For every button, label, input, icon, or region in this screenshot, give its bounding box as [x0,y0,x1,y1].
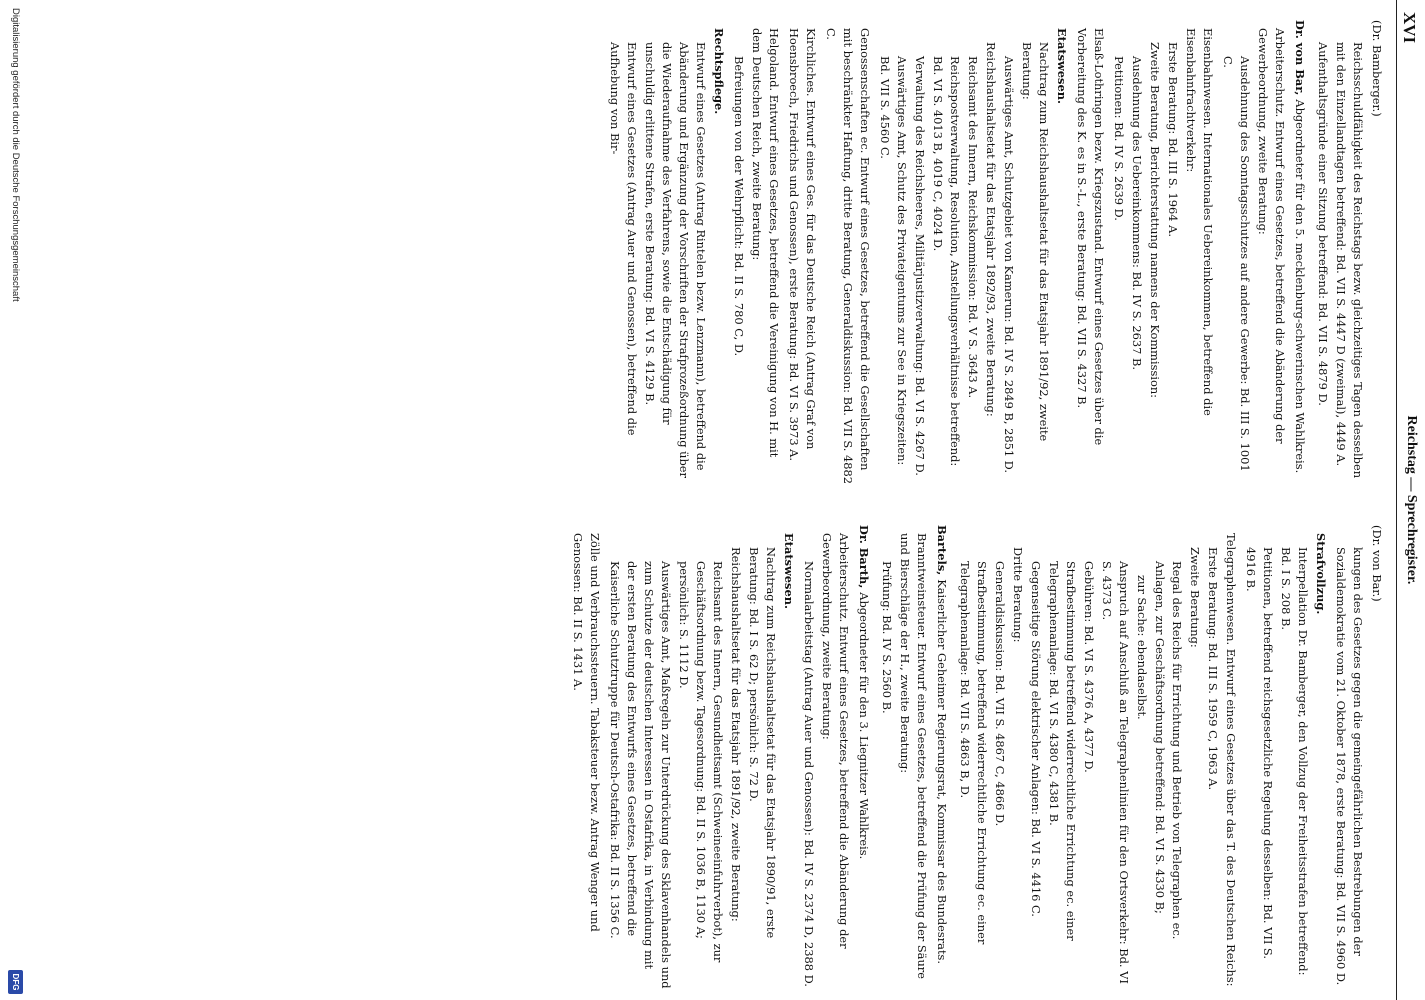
index-entry: Dritte Beratung: [1011,547,1025,643]
index-entry: Reichshaushaltsetat für das Etatsjahr 1891/92, zweite Beratung: [729,547,743,922]
page-header [1396,0,1423,1000]
index-entry: Normalarbeitstag (Antrag Auer und Genossen): Bd. IV S. 2374 D, 2388 D. [802,561,816,987]
speaker-name: Dr. von Bar, [1293,20,1307,96]
index-entry: Helgoland. Entwurf eines Gesetzes, betreffend die Vereinigung von H. mit dem Deutschen Reich, zweite Beratung: [750,28,781,458]
speaker-name: Dr. Barth, [857,525,871,589]
index-topic: Strafvollzug. [1314,533,1328,615]
index-entry: Petitionen, betreffend reichsgesetzliche Regelung desselben: Bd. VII S. 4916 B. [1244,547,1275,959]
index-entry: Reichsschuldfähigkeit des Reichstags bezw. gleichzeitiges Tagen desselben mit den Einzellandtagen betreffend: Bd. VII S. 4447 D (zweimal), 4449 A. [1334,42,1365,479]
index-entry: Nachtrag zum Reichshaushaltsetat für das Etatsjahr 1890/91, erste Beratung: Bd. I S. 62 D; persönlich: S. 72 D. [747,547,778,939]
index-entry: Reichsamt des Innern, Gesundheitsamt (Schweineeinfuhrverbot), zur Geschäftsordnung bezw. Tagesordnung: Bd. II S. 1036 B, 1130 A; persönlich: S. 1112 D. [677,561,725,963]
left-column [55,20,1385,485]
speaker-description: Abgeordneter für den 5. mecklenburg-schwerinschen Wahlkreis. [1293,99,1307,474]
index-entry: Interpellation Dr. Bamberger, den Vollzug der Freiheitsstrafen betreffend: Bd. I S. 208 B. [1279,547,1310,976]
continued-speaker: (Dr. Bamberger.) [1370,20,1384,117]
index-entry: Reichshaushaltsetat für das Etatsjahr 1892/93, zweite Beratung: [984,42,998,417]
continued-speaker: (Dr. von Bar.) [1370,525,1384,602]
index-entry: Erste Beratung: Bd. III S. 1959 C, 1963 A. [1206,547,1220,791]
index-entry: Entwurf eines Gesetzes (Antrag Rintelen bezw. Lenzmann), betreffend die Abänderung und Ergänzung der Vorschriften der Strafprozeßordnung über die Wiederaufnahme des Verfahrens, sowie die Entschädigung für unschuldig erlittene Strafen, erste Beratung: Bd. VI S. 4129 B. [643,42,708,478]
speaker-name: Bartels, [935,525,949,576]
index-entry: Arbeiterschutz. Entwurf eines Gesetzes, betreffend die Abänderung der Gewerbeordnung, zweite Beratung: [1256,28,1287,444]
index-entry: Generaldiskussion: Bd. VII S. 4867 C, 4866 D. [993,561,1007,827]
index-entry: Strafbestimmung betreffend widerrechtliche Errichtung ec. einer Telegraphenanlage: Bd. VI S. 4380 C, 4381 B. [1047,561,1078,941]
index-entry: Telegraphenwesen. Entwurf eines Gesetzes über das T. des Deutschen Reichs: [1224,533,1238,987]
right-column [55,525,1385,990]
index-entry: Aufenthaltsgründe einer Sitzung betreffend: Bd. VII S. 4879 D. [1316,42,1330,406]
index-entry: Ausdehnung des Uebereinkommens: Bd. IV S. 2637 B. [1130,56,1144,370]
index-entry: Strafbestimmung, betreffend widerrechtliche Errichtung ec. einer Telegraphenanlage: Bd. VII S. 4863 B, D. [958,561,989,945]
index-entry: Befreiungen von der Wehrpflicht: Bd. II S. 780 C, D. [732,56,746,357]
index-entry: Reichsamt des Innern, Reichskommission: Bd. V S. 3643 A. [966,56,980,399]
index-entry: Nachtrag zum Reichshaushaltsetat für das Etatsjahr 1891/92, zweite Beratung: [1020,42,1051,442]
index-entry: Anspruch auf Anschluß an Telegraphenlinien für den Ortsverkehr: Bd. VI S. 4373 C. [1100,561,1131,984]
page-footer [4,0,24,1000]
index-entry: Erste Beratung: Bd. III S. 1964 A. [1166,42,1180,238]
index-entry: Arbeiterschutz. Entwurf eines Gesetzes, betreffend die Abänderung der Gewerbeordnung, zweite Beratung: [820,533,851,949]
speaker-heading [933,525,950,990]
running-title: Reichstag — Sprechregister. [1404,415,1419,585]
index-entry: Gegenseitige Störung elektrischer Anlagen: Bd. VI S. 4416 C. [1029,561,1043,917]
index-entry: Zölle und Verbrauchssteuern. Tabaksteuer bezw. Antrag Wenger und Genossen: Bd. II S. 1431 A. [571,533,602,932]
index-entry: Kirchliches. Entwurf eines Ges. für das Deutsche Reich (Antrag Graf von Hoensbroech, Friedrichs und Genossen), erste Beratung: Bd. VI S. 3973 A. [787,28,818,462]
index-topic: Etatswesen. [1055,28,1069,104]
index-entry: Prüfung: Bd. IV S. 2560 B. [880,561,894,714]
index-entry: Elsaß-Lothringen bezw. Kriegszustand. Entwurf eines Gesetzes über die Vorbereitung des K. es in S.-L., erste Beratung: Bd. VII S. 4327 B. [1075,28,1106,446]
index-entry: Ausdehnung des Sonntagsschutzes auf andere Gewerbe: Bd. III S. 1001 C. [1221,56,1252,472]
index-entry: Regal des Reichs für Errichtung und Betrieb von Telegraphen ec. Anlagen, zur Geschäftsordnung betreffend: Bd. VI S. 4330 B; [1153,561,1184,940]
speaker-heading [1291,20,1308,485]
index-entry: Zweite Beratung: [1188,547,1202,648]
index-topic: Rechtspflege. [712,28,726,115]
index-entry: kungen des Gesetzes gegen die gemeingefährlichen Bestrebungen der Sozialdemokratie vom 21. Oktober 1878, erste Beratung: Bd. VII S. 4960 D. [1334,547,1365,986]
index-entry: Zweite Beratung, Berichterstattung namens der Kommission: [1148,42,1162,398]
index-entry: Branntweinsteuer. Entwurf eines Gesetzes, betreffend die Prüfung der Säure und Bierschläge der H., zweite Beratung: [898,533,929,979]
index-entry: Genossenschaften ec. Entwurf eines Gesetzes, betreffend die Gesellschaften mit beschränkter Haftung, dritte Beratung, Generaldiskussion: Bd. VII S. 4882 C. [824,28,872,485]
dfg-logo: DFG [8,970,23,994]
index-topic: Etatswesen. [782,533,796,609]
index-entry: Petitionen: Bd. IV S. 2639 D. [1112,56,1126,221]
index-entry: Entwurf eines Gesetzes (Antrag Auer und Genossen), betreffend die Aufhebung von Bir- [608,42,639,436]
index-entry: Auswärtiges Amt, Schutzgebiet von Kamerun: Bd. IV S. 2849 B, 2851 D. [1002,56,1016,474]
index-entry: Gebühren: Bd. VI S. 4376 A, 4377 D. [1082,561,1096,773]
index-entry: Auswärtiges Amt, Maßregeln zur Unterdrückung des Sklavenhandels und zum Schutze der deutschen Interessen in Ostafrika, in Verbindung mit der ersten Beratung des Entwurfs eines Gesetzes, betreffend die Kaiserliche Schutztruppe für Deutsch-Ostafrika: Bd. II S. 1356 C. [608,561,673,989]
funding-notice: Digitalisierung gefördert durch die Deutsche Forschungsgemeinschaft [10,8,21,302]
index-entry: Eisenbahnwesen. Internationales Uebereinkommen, betreffend die Eisenbahnfrachtverkehr: [1184,28,1215,416]
index-entry: zur Sache: ebendaselbst. [1135,575,1149,720]
speaker-description: Abgeordneter für den 3. Liegnitzer Wahlkreis. [857,592,871,860]
speaker-heading [855,525,872,990]
index-entry: Verwaltung des Reichsheeres, Militärjustizverwaltung: Bd. VI S. 4267 D. [913,56,927,476]
page-number: XVI [1400,12,1419,44]
index-entry: Reichspostverwaltung, Resolution, Anstellungsverhältnisse betreffend: Bd. VI S. 4013 B, 4019 C, 4024 D. [931,56,962,467]
speaker-description: Kaiserlicher Geheimer Regierungsrat, Kommissar des Bundesrats. [935,579,949,965]
index-entry: Auswärtiges Amt, Schutz des Privateigentums zur See in Kriegszeiten: Bd. VII S. 4560 C. [878,56,909,466]
